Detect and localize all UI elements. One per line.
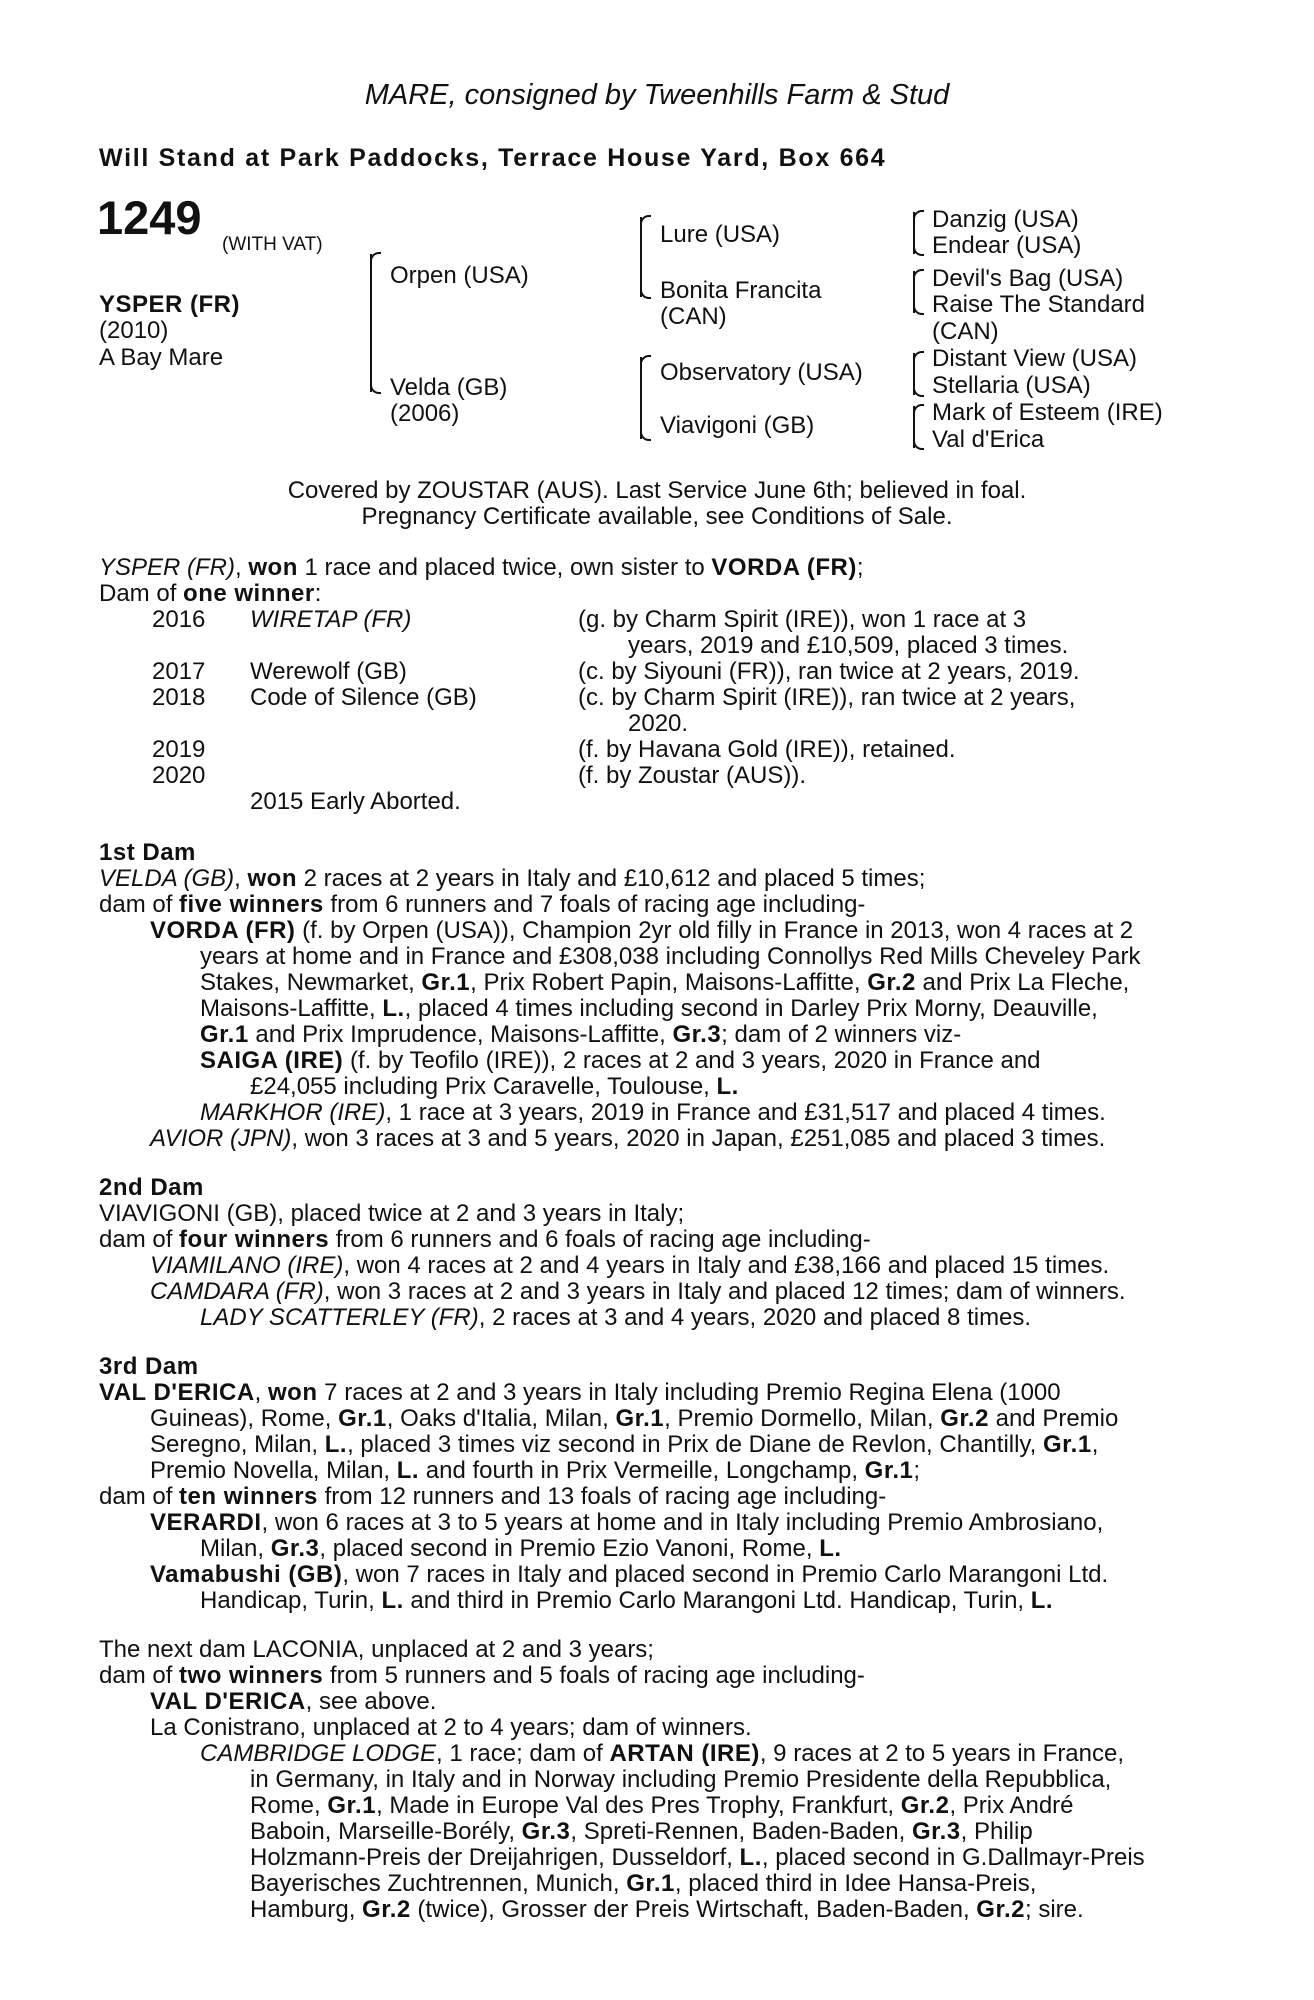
- val-derica-record-cont: Premio Novella, Milan, L. and fourth in Prix Vermeille, Longchamp, Gr.1;: [150, 1457, 921, 1484]
- pedigree-g6: Stellaria (USA): [932, 372, 1091, 399]
- next-dam-val-derica: VAL D'ERICA, see above.: [150, 1688, 437, 1715]
- verardi-entry: VERARDI, won 6 races at 3 to 5 years at home and in Italy including Premio Ambrosiano,: [150, 1509, 1104, 1536]
- third-dam-heading: 3rd Dam: [99, 1353, 199, 1380]
- next-dam-produce: dam of two winners from 5 runners and 5 foals of racing age including-: [99, 1662, 865, 1689]
- pedigree-g2: Endear (USA): [932, 232, 1082, 259]
- lady-scatterley-entry: LADY SCATTERLEY (FR), 2 races at 3 and 4 years, 2020 and placed 8 times.: [200, 1304, 1032, 1331]
- pedigree-dam-sire: Observatory (USA): [660, 359, 863, 386]
- saiga-entry-cont: £24,055 including Prix Caravelle, Toulouse, L.: [250, 1073, 739, 1100]
- produce-year: 2019: [152, 736, 206, 763]
- cambridge-lodge-entry-cont: Baboin, Marseille-Borély, Gr.3, Spreti-Rennen, Baden-Baden, Gr.3, Philip: [250, 1818, 1033, 1845]
- cambridge-lodge-entry-cont: in Germany, in Italy and in Norway including Premio Presidente della Repubblica,: [250, 1766, 1112, 1793]
- produce-detail: (g. by Charm Spirit (IRE)), won 1 race at 3: [578, 606, 1027, 633]
- pedigree-dam-dam: Viavigoni (GB): [660, 412, 815, 439]
- produce-year: 2018: [152, 684, 206, 711]
- vorda-entry-cont: Gr.1 and Prix Imprudence, Maisons-Laffitte, Gr.3; dam of 2 winners viz-: [200, 1021, 962, 1048]
- pedigree-g3: Devil's Bag (USA): [932, 265, 1124, 292]
- first-dam-record: VELDA (GB), won 2 races at 2 years in Italy and £10,612 and placed 5 times;: [99, 865, 926, 892]
- viamilano-entry: VIAMILANO (IRE), won 4 races at 2 and 4 years in Italy and £38,166 and placed 15 times.: [150, 1252, 1110, 1279]
- produce-dam-of: Dam of one winner:: [99, 580, 322, 607]
- third-dam-produce: dam of ten winners from 12 runners and 13 foals of racing age including-: [99, 1483, 887, 1510]
- saiga-entry: SAIGA (IRE) (f. by Teofilo (IRE)), 2 races at 2 and 3 years, 2020 in France and: [200, 1047, 1041, 1074]
- pedigree-g1: Danzig (USA): [932, 206, 1079, 233]
- cambridge-lodge-entry-cont: Holzmann-Preis der Dreijahrigen, Dusseldorf, L., placed second in G.Dallmayr-Preis: [250, 1844, 1145, 1871]
- pedigree-sire-dam-country: (CAN): [660, 303, 727, 330]
- next-dam-record: The next dam LACONIA, unplaced at 2 and 3 years;: [99, 1636, 654, 1663]
- produce-year: 2017: [152, 658, 206, 685]
- second-dam-record: VIAVIGONI (GB), placed twice at 2 and 3 years in Italy;: [99, 1200, 685, 1227]
- produce-year: 2020: [152, 762, 206, 789]
- produce-intro: YSPER (FR), won 1 race and placed twice, own sister to VORDA (FR);: [99, 554, 864, 581]
- covered-line: Covered by ZOUSTAR (AUS). Last Service June 6th; believed in foal.: [287, 477, 1027, 504]
- first-dam-heading: 1st Dam: [99, 839, 196, 866]
- verardi-entry-cont: Milan, Gr.3, placed second in Premio Ezio Vanoni, Rome, L.: [200, 1535, 842, 1562]
- pedigree-brace-7: [913, 406, 915, 448]
- pedigree-brace-3: [640, 357, 642, 439]
- cambridge-lodge-entry-cont: Hamburg, Gr.2 (twice), Grosser der Preis Wirtschaft, Baden-Baden, Gr.2; sire.: [250, 1896, 1084, 1923]
- first-dam-produce: dam of five winners from 6 runners and 7 foals of racing age including-: [99, 891, 866, 918]
- produce-detail: (f. by Havana Gold (IRE)), retained.: [578, 736, 956, 763]
- produce-name: Werewolf (GB): [250, 658, 407, 685]
- stand-location: Will Stand at Park Paddocks, Terrace House Yard, Box 664: [99, 144, 887, 172]
- produce-detail-cont: 2020.: [628, 710, 689, 737]
- pedigree-g4-country: (CAN): [932, 318, 999, 345]
- pedigree-brace-1: [370, 254, 372, 392]
- pedigree-g4: Raise The Standard: [932, 291, 1146, 318]
- catalogue-title: MARE, consigned by Tweenhills Farm & Stud: [364, 79, 950, 111]
- pedigree-g7: Mark of Esteem (IRE): [932, 399, 1163, 426]
- horse-name: YSPER (FR): [99, 291, 241, 318]
- pedigree-g5: Distant View (USA): [932, 345, 1137, 372]
- produce-year: 2016: [152, 606, 206, 633]
- vorda-entry-cont: years at home and in France and £308,038 including Connollys Red Mills Cheveley Park: [200, 943, 1141, 970]
- val-derica-record-cont: Guineas), Rome, Gr.1, Oaks d'Italia, Milan, Gr.1, Premio Dormello, Milan, Gr.2 and Premio: [150, 1405, 1119, 1432]
- vat-label: (WITH VAT): [222, 234, 323, 255]
- pedigree-sire-dam: Bonita Francita: [660, 277, 822, 304]
- horse-description: A Bay Mare: [99, 344, 224, 371]
- pedigree-brace-5: [913, 271, 915, 313]
- vorda-entry-cont: Maisons-Laffitte, L., placed 4 times including second in Darley Prix Morny, Deauville,: [200, 995, 1098, 1022]
- pedigree-dam-year: (2006): [390, 400, 460, 427]
- avior-entry: AVIOR (JPN), won 3 races at 3 and 5 years, 2020 in Japan, £251,085 and placed 3 times.: [150, 1125, 1106, 1152]
- second-dam-heading: 2nd Dam: [99, 1174, 204, 1201]
- pedigree-dam: Velda (GB): [390, 374, 508, 401]
- produce-aborted: 2015 Early Aborted.: [250, 788, 461, 815]
- vorda-entry: VORDA (FR) (f. by Orpen (USA)), Champion 2yr old filly in France in 2013, won 4 races at 2: [150, 917, 1134, 944]
- vamabushi-entry-cont: Handicap, Turin, L. and third in Premio Carlo Marangoni Ltd. Handicap, Turin, L.: [200, 1587, 1054, 1614]
- lot-number: 1249: [97, 191, 202, 244]
- produce-name: WIRETAP (FR): [250, 606, 412, 633]
- produce-detail: (f. by Zoustar (AUS)).: [578, 762, 807, 789]
- vorda-entry-cont: Stakes, Newmarket, Gr.1, Prix Robert Papin, Maisons-Laffitte, Gr.2 and Prix La Fleche,: [200, 969, 1130, 996]
- pedigree-brace-6: [913, 353, 915, 395]
- produce-detail: (c. by Charm Spirit (IRE)), ran twice at 2 years,: [578, 684, 1076, 711]
- cambridge-lodge-entry-cont: Rome, Gr.1, Made in Europe Val des Pres Trophy, Frankfurt, Gr.2, Prix André: [250, 1792, 1074, 1819]
- cambridge-lodge-entry-cont: Bayerisches Zuchtrennen, Munich, Gr.1, placed third in Idee Hansa-Preis,: [250, 1870, 1037, 1897]
- produce-detail-cont: years, 2019 and £10,509, placed 3 times.: [628, 632, 1069, 659]
- la-conistrano-entry: La Conistrano, unplaced at 2 to 4 years; dam of winners.: [150, 1714, 752, 1741]
- val-derica-record-cont: Seregno, Milan, L., placed 3 times viz second in Prix de Diane de Revlon, Chantilly, Gr.1,: [150, 1431, 1099, 1458]
- horse-year: (2010): [99, 317, 169, 344]
- camdara-entry: CAMDARA (FR), won 3 races at 2 and 3 years in Italy and placed 12 times; dam of winners.: [150, 1278, 1126, 1305]
- pedigree-brace-4: [913, 212, 915, 254]
- produce-name: Code of Silence (GB): [250, 684, 477, 711]
- val-derica-record: VAL D'ERICA, won 7 races at 2 and 3 years in Italy including Premio Regina Elena (1000: [99, 1379, 1061, 1406]
- vamabushi-entry: Vamabushi (GB), won 7 races in Italy and placed second in Premio Carlo Marangoni Ltd.: [150, 1561, 1109, 1588]
- pedigree-sire: Orpen (USA): [390, 262, 529, 289]
- pregnancy-line: Pregnancy Certificate available, see Conditions of Sale.: [361, 503, 953, 530]
- markhor-entry: MARKHOR (IRE), 1 race at 3 years, 2019 in France and £31,517 and placed 4 times.: [200, 1099, 1106, 1126]
- produce-detail: (c. by Siyouni (FR)), ran twice at 2 years, 2019.: [578, 658, 1080, 685]
- pedigree-g8: Val d'Erica: [932, 426, 1045, 453]
- pedigree-brace-2: [640, 217, 642, 297]
- cambridge-lodge-entry: CAMBRIDGE LODGE, 1 race; dam of ARTAN (IRE), 9 races at 2 to 5 years in France,: [200, 1740, 1125, 1767]
- second-dam-produce: dam of four winners from 6 runners and 6 foals of racing age including-: [99, 1226, 871, 1253]
- pedigree-sire-sire: Lure (USA): [660, 221, 781, 248]
